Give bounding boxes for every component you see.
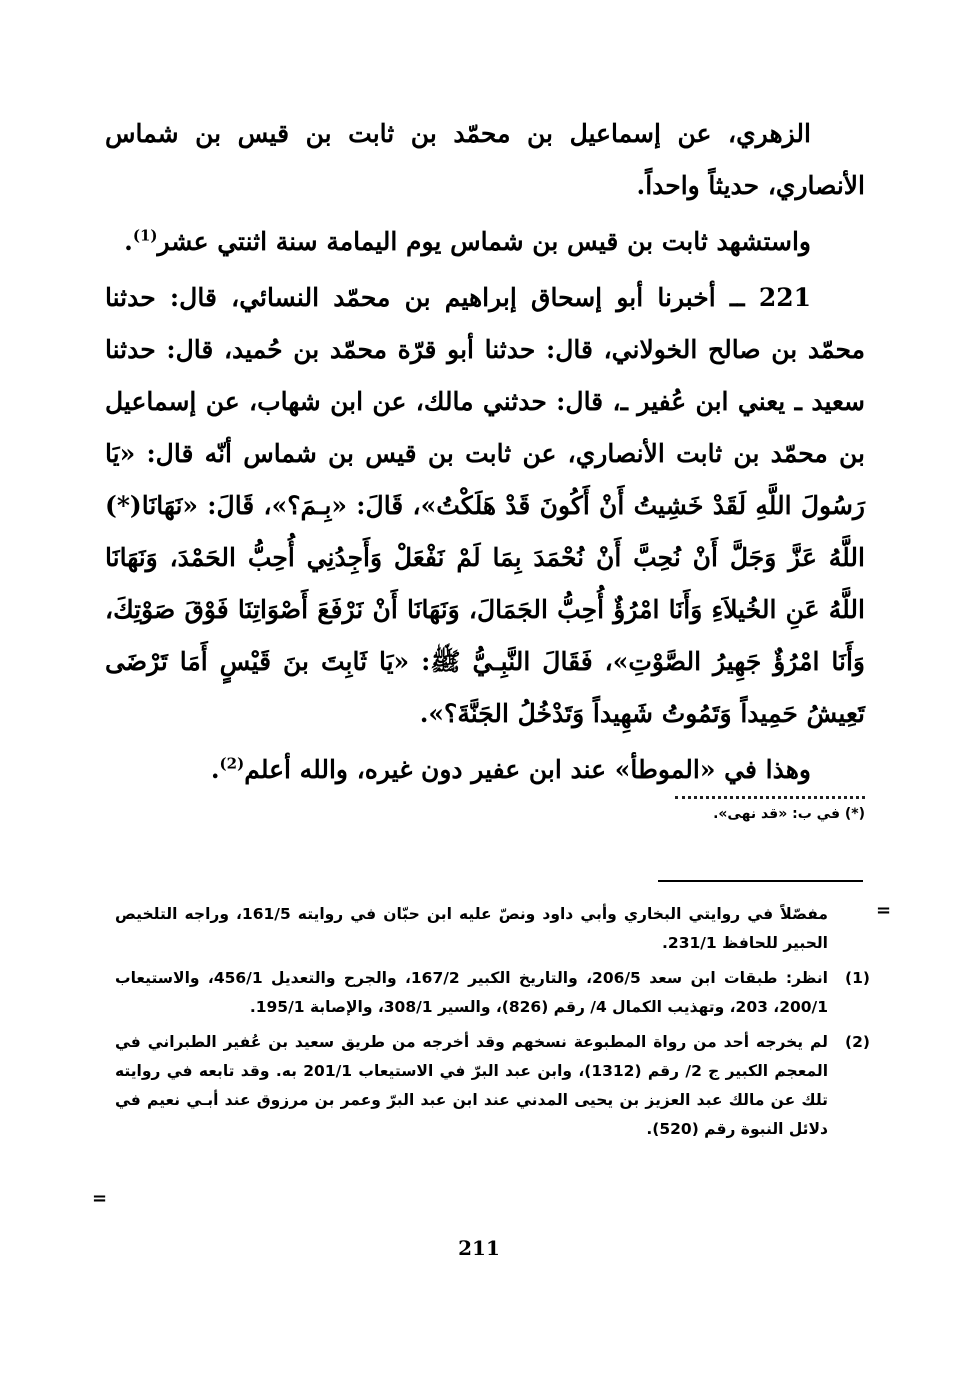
- footnote-text: لم يخرجه أحد من رواة المطبوعة نسخهم وقد أخرجه من طريق سعيد بن عُفير الطبراني في المعجم الكبير ج 2/ رقم (1312)، وابن عبد البرّ في الاستيعاب 201/1 به. وقد تابعه في روايته تلك عن مالك عبد العزيز بن يحيى المدني عند ابن عبد البرّ وعمر بن مرزوق عند أبـي نعيم في دلائل النبوة رقم (520).: [115, 1033, 829, 1138]
- footnotes: [115, 900, 870, 1150]
- paragraph-1: الزهري، عن إسماعيل بن محمّد بن ثابت بن قيس بن شماس الأنصاري، حديثاً واحداً.: [105, 119, 865, 200]
- dotted-separator: [675, 786, 865, 799]
- paragraph-4-text: وهذا في «الموطأ» عند ابن عفير دون غيره، والله أعلم: [244, 755, 811, 784]
- footnote-number: (1): [845, 969, 870, 987]
- paragraph-2-text: واستشهد ثابت بن قيس بن شماس يوم اليمامة سنة اثنتي عشر: [157, 227, 811, 256]
- continuation-mark-bottom: =: [92, 1188, 108, 1209]
- paragraph-221: 221 ــ أخبرنا أبو إسحاق إبراهيم بن محمّد النسائي، قال: حدثنا محمّد بن صالح الخولاني، قال: حدثنا أبو قرّة محمّد بن حُميد، قال: حدثنا سعيد ـ يعني ابن عُفير ـ، قال: حدثني مالك، عن ابن شهاب، عن إسماعيل بن محمّد بن ثابت الأنصاري، عن ثابت بن قيس بن شماس أنّه قال: «يَا رَسُولَ اللَّهِ لَقَدْ خَشِيتُ أَنْ أَكُونَ قَدْ هَلَكْتُ»، قَالَ: «بِـمَ؟»، قَالَ: «نَهَانَا(*) اللَّهُ عَزَّ وَجَلَّ أَنْ نُحِبَّ أَنْ نُحْمَدَ بِمَا لَمْ نَفْعَلْ وَأَجِدُنِي أُحِبُّ الحَمْدَ، وَنَهَانَا اللَّهُ عَنِ الخُيلاَءِ وَأَنَا امْرُؤٌ أُحِبُّ الجَمَالَ، وَنَهَانَا أَنْ نَرْفَعَ أَصْوَاتِنَا فَوْقَ صَوْتِكَ، وَأَنَا امْرُؤٌ جَهِيرُ الصَّوْتِ»، فَقَالَ النَّبِـيُّ ﷺ: «يَا ثَابِتَ بنَ قَيْسٍ أَمَا تَرْضَى تَعِيشُ حَمِيداً وَتَمُوتُ شَهِيداً وَتَدْخُلُ الجَنَّةَ؟».: [105, 283, 865, 728]
- paragraph-2: [105, 216, 865, 268]
- footnote-1: [115, 964, 870, 1022]
- paragraph-4-tail: .: [210, 755, 220, 784]
- paragraph-2-tail: .: [124, 227, 133, 256]
- page-number: 211: [458, 1236, 500, 1260]
- footnote-number: [828, 900, 870, 958]
- footnote-ref-1[interactable]: (1): [132, 226, 158, 245]
- footnote-text: مفصّلاً في روايتي البخاري وأبي داود ونصّ عليه ابن حبّان في روايته 161/5، وراجه التلخيص الحبير للحافظ 231/1.: [115, 905, 828, 952]
- footnote-continued: [115, 900, 870, 958]
- footnote-text: انظر: طبقات ابن سعد 206/5، والتاريخ الكبير 167/2، والجرح والتعديل 456/1، والاستيعاب 200/1، 203، وتهذيب الكمال 4/ رقم (826)، والسير 308/1، والإصابة 195/1.: [115, 969, 828, 1016]
- continuation-mark-top: =: [876, 900, 892, 921]
- footnote-number: (2): [845, 1033, 870, 1051]
- footnote-2: [115, 1028, 870, 1144]
- main-text: [105, 108, 865, 796]
- variant-note: (*) في ب: «قد نهى».: [713, 806, 865, 822]
- footnote-rule: [658, 880, 863, 882]
- footnote-ref-2[interactable]: (2): [219, 754, 245, 773]
